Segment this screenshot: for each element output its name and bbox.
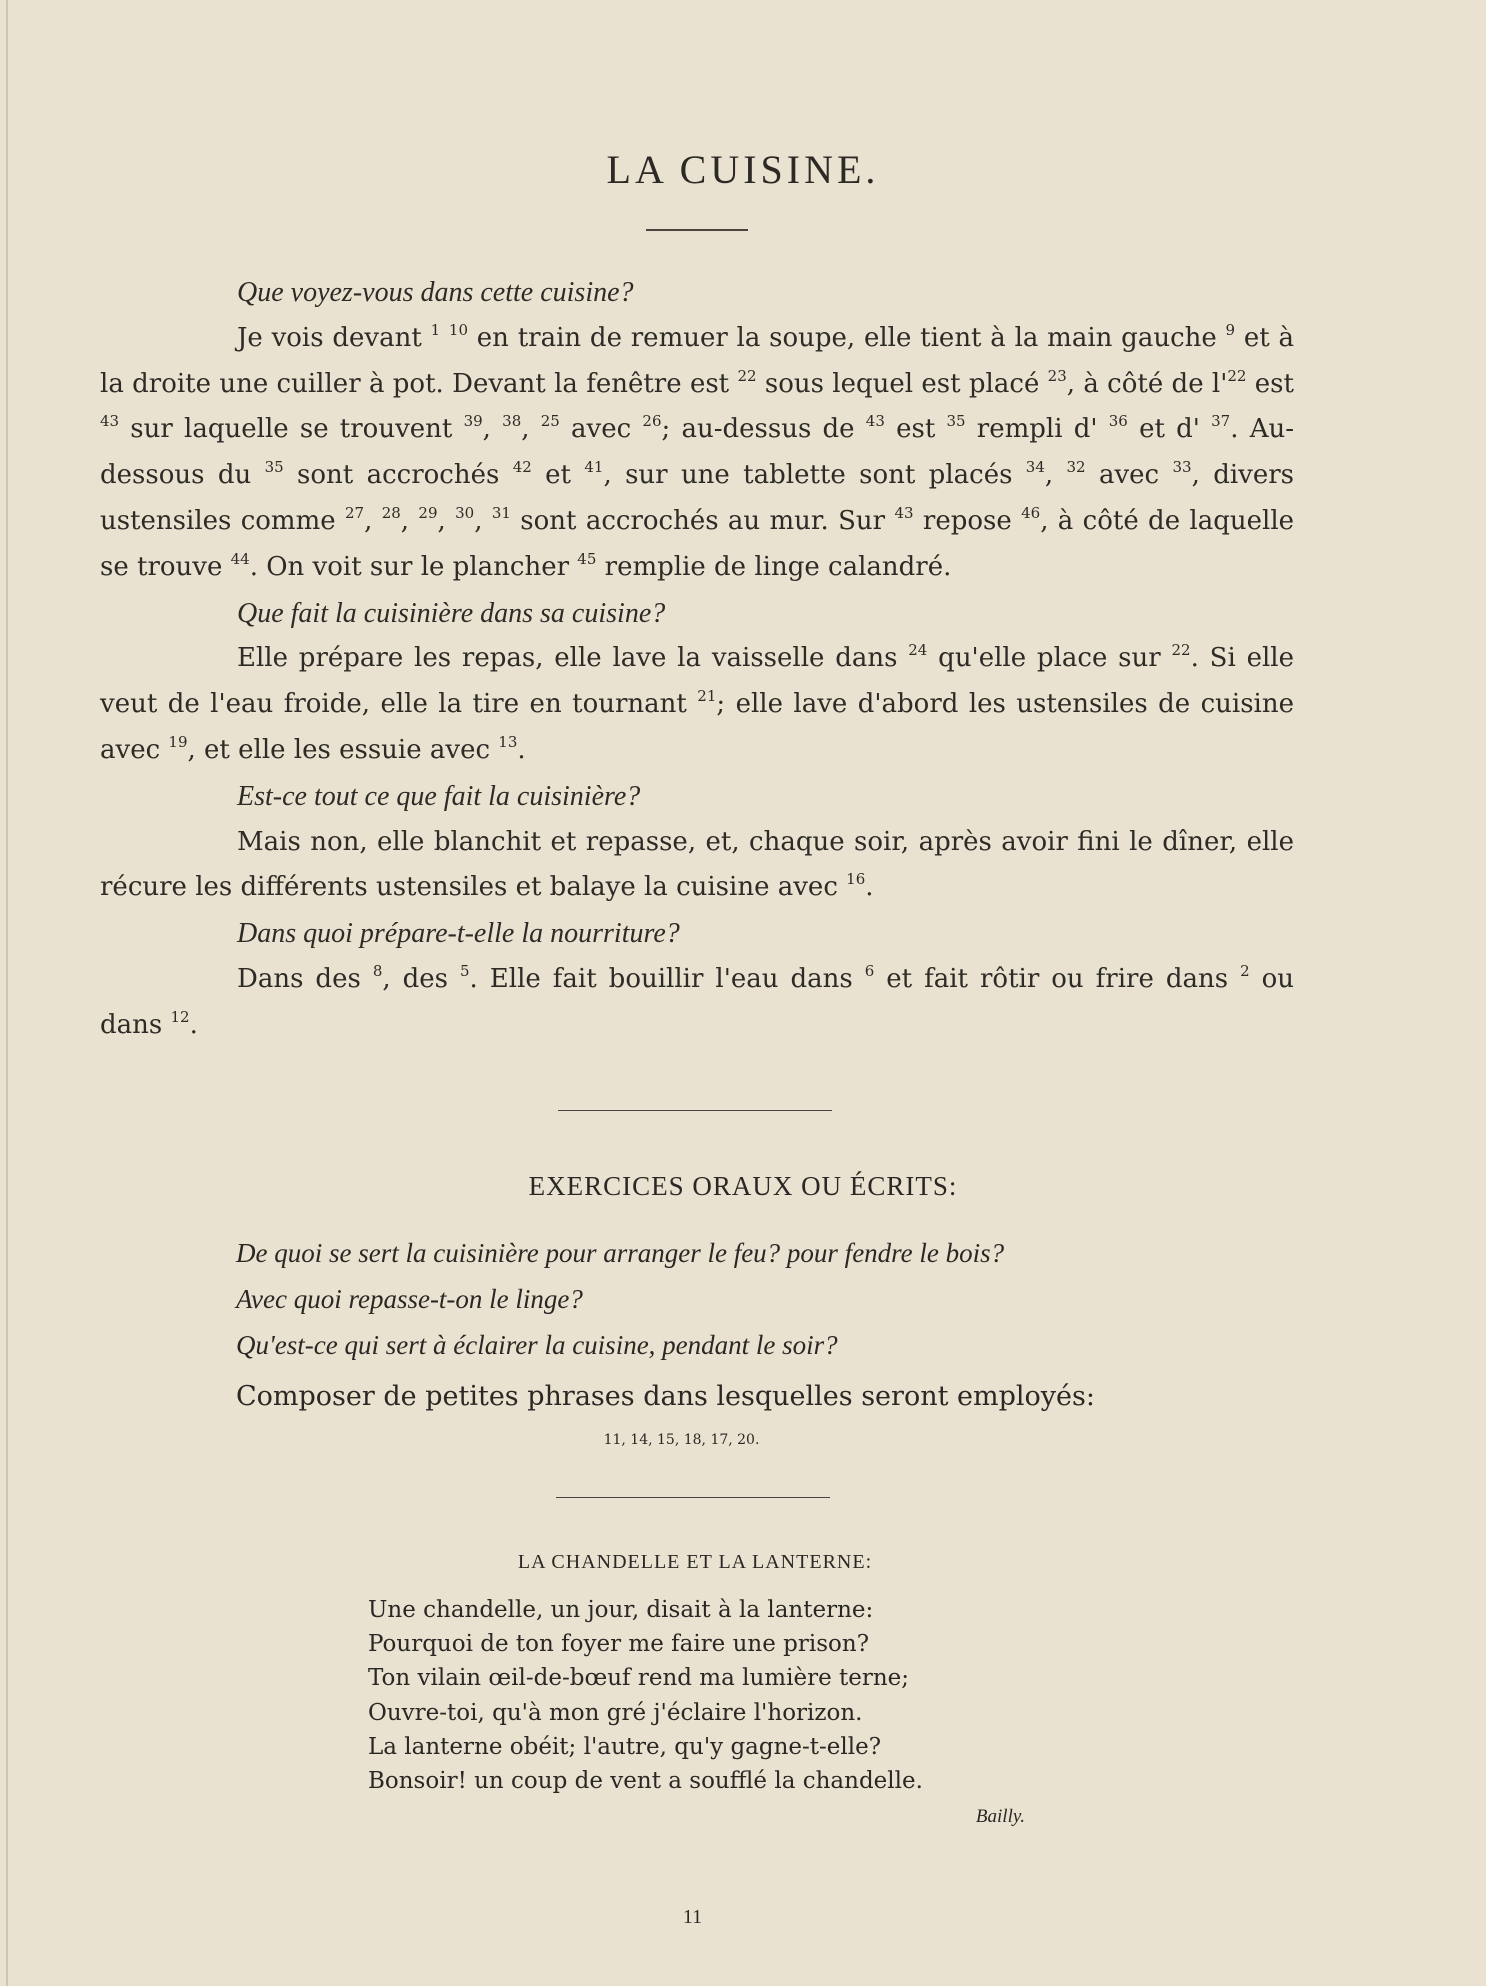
question-3: Est-ce tout ce que fait la cuisinière? [237, 780, 641, 812]
answer-1: Je vois devant $^1$ $^{10}$ en train de remuer la soupe, elle tient à la main gauche $^9$ et à la droite une cuiller à pot. Devant la fenêtre est $^{22}$ sous lequel est placé $^{23}$, à côté de $l'^{22}$ est $^{43}$ sur laquelle se trouvent $^{39}$, $^{38}$, $^{25}$ avec $^{26}$; au-dessus de $^{43}$ est $^{35}$ rempli d' $^{36}$ et d' $^{37}$. Au-dessous du $^{35}$ sont accrochés $^{42}$ et $^{41}$, sur une tablette sont placés $^{34}$, $^{32}$ avec $^{33}$, divers ustensiles comme $^{27}$, $^{28}$, $^{29}$, $^{30}$, $^{31}$ sont accrochés au mur. Sur $^{43}$ repose $^{46}$, à côté de laquelle se trouve $^{44}$. On voit sur le plancher $^{45}$ remplie de linge calandré. [100, 320, 1295, 582]
reference-number: 1 [430, 320, 441, 339]
reference-number: 31 [491, 503, 511, 522]
poem-line: La lanterne obéit; l'autre, qu'y gagne-t-elle? [368, 1733, 882, 1760]
reference-number: 16 [846, 870, 866, 889]
reference-number: 43 [894, 503, 914, 522]
reference-number: 35 [946, 412, 966, 431]
reference-number: 27 [344, 503, 365, 522]
title-rule [646, 229, 748, 231]
reference-number: 2 [1240, 961, 1250, 980]
reference-number: 22 [1171, 641, 1191, 660]
page-edge [6, 0, 8, 1986]
reference-number: 29 [418, 503, 438, 522]
reference-number: 35 [264, 457, 284, 476]
exercise-question: Avec quoi repasse-t-on le linge? [236, 1284, 583, 1314]
reference-number: 41 [584, 457, 604, 476]
reference-number: 30 [455, 503, 475, 522]
section-rule-1 [558, 1110, 832, 1111]
page-number: 11 [682, 1906, 703, 1928]
reference-number: 24 [908, 641, 928, 660]
question-1: Que voyez-vous dans cette cuisine? [237, 277, 634, 308]
question-2: Que fait la cuisinière dans sa cuisine? [237, 597, 666, 629]
poem-line: Une chandelle, un jour, disait à la lanterne: [368, 1597, 874, 1623]
poem-line: Ouvre-toi, qu'à mon gré j'éclaire l'horizon. [368, 1699, 863, 1726]
exercise-question: De quoi se sert la cuisinière pour arranger le feu? pour fendre le bois? [236, 1238, 1005, 1268]
question-4: Dans quoi prépare-t-elle la nourriture? [237, 918, 680, 950]
reference-number: 25 [540, 412, 560, 431]
answer-4: Dans des $^8$, des $^5$. Elle fait bouillir l'eau dans $^6$ et fait rôtir ou frire dans $^2$ ou dans $^{12}$. [100, 961, 1295, 1040]
reference-number: 45 [577, 549, 597, 568]
exercise-question: Qu'est-ce qui sert à éclairer la cuisine, pendant le soir? [236, 1330, 838, 1360]
poem [368, 1593, 1068, 1798]
reference-number: 42 [512, 457, 532, 476]
reference-number: 33 [1172, 457, 1192, 476]
reference-number: 28 [381, 503, 401, 522]
answer-3: Mais non, elle blanchit et repasse, et, chaque soir, après avoir fini le dîner, elle récure les différents ustensiles et balaye la cuisine avec $^{16}$. [100, 826, 1294, 903]
poem-title: LA CHANDELLE ET LA LANTERNE: [517, 1551, 873, 1573]
reference-number: 22 [737, 366, 757, 385]
reference-number: 10 [448, 320, 469, 339]
reference-number: 37 [1211, 412, 1231, 431]
reference-number: 22 [1227, 366, 1247, 385]
exercise-numbers: 11, 14, 15, 18, 17, 20. [603, 1432, 760, 1448]
reference-number: 13 [498, 732, 518, 751]
main-text [100, 270, 1294, 1049]
poem-line: Pourquoi de ton foyer me faire une prison? [368, 1631, 870, 1658]
reference-number: 12 [170, 1007, 190, 1026]
reference-number: 43 [865, 412, 885, 431]
reference-number: 26 [642, 412, 662, 431]
exercises-title: EXERCICES ORAUX OU ÉCRITS: [528, 1171, 958, 1201]
poem-line: Ton vilain œil-de-bœuf rend ma lumière terne; [368, 1665, 910, 1692]
poem-author: Bailly. [975, 1806, 1025, 1827]
answer-2: Elle prépare les repas, elle lave la vaisselle dans $^{24}$ qu'elle place sur $^{22}$. Si elle veut de l'eau froide, elle la tire en tournant $^{21}$; elle lave d'abord les ustensiles de cuisine avec $^{19}$, et elle les essuie avec $^{13}$. [100, 641, 1294, 765]
reference-number: 38 [502, 412, 522, 431]
reference-number: 23 [1047, 366, 1067, 385]
reference-number: 44 [230, 549, 250, 568]
reference-number: 6 [864, 961, 875, 980]
exercise-instruction: Composer de petites phrases dans lesquelles seront employés: [236, 1381, 1095, 1412]
reference-number: 34 [1025, 457, 1045, 476]
reference-number: 46 [1021, 503, 1041, 522]
section-rule-2 [556, 1497, 830, 1498]
reference-number: 39 [463, 412, 483, 431]
reference-number: 21 [697, 686, 717, 705]
reference-number: 32 [1066, 457, 1086, 476]
reference-number: 9 [1225, 320, 1236, 339]
reference-number: 36 [1108, 412, 1128, 431]
reference-number: 8 [372, 961, 383, 980]
reference-number: 19 [168, 732, 188, 751]
reference-number: 43 [100, 412, 120, 431]
reference-number: 5 [460, 961, 470, 980]
poem-line: Bonsoir! un coup de vent a soufflé la chandelle. [368, 1768, 923, 1795]
page-title: LA CUISINE. [606, 147, 880, 192]
